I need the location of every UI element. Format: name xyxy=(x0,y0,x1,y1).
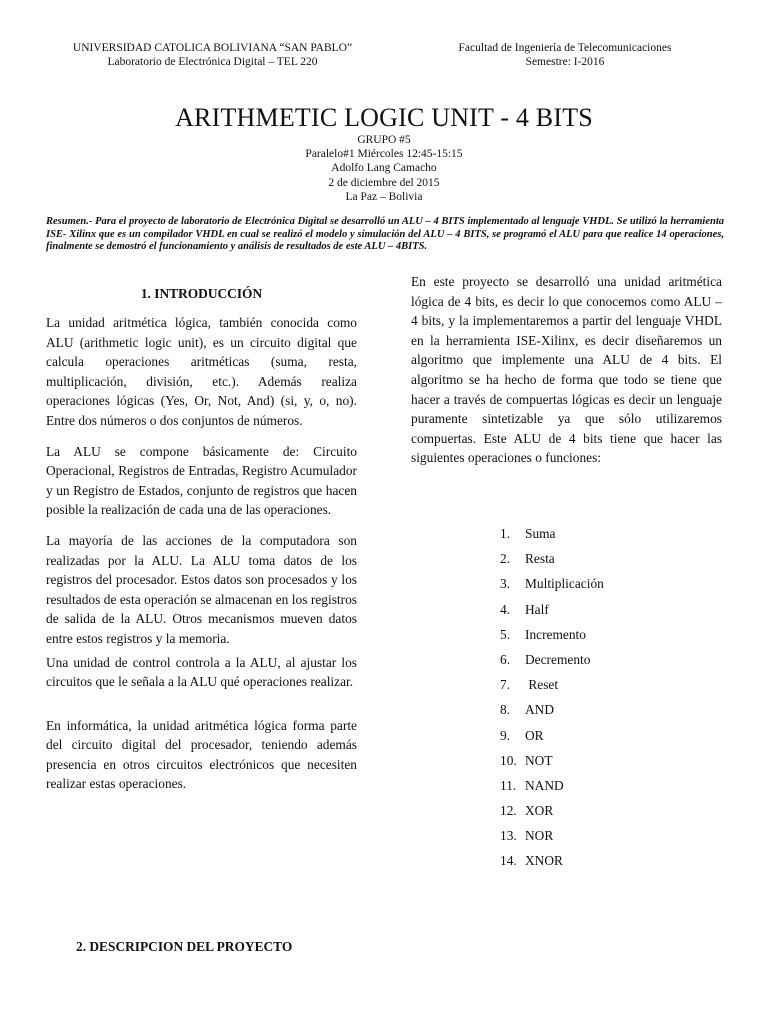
paper-meta xyxy=(0,133,768,204)
list-item xyxy=(500,521,700,546)
list-item-label: XNOR xyxy=(525,853,563,869)
list-item-label: AND xyxy=(525,702,555,718)
list-item xyxy=(500,546,700,571)
list-item-label: Half xyxy=(525,601,549,617)
list-item xyxy=(500,571,700,596)
list-item-label: Decremento xyxy=(525,651,591,667)
list-item-label: NAND xyxy=(525,777,564,793)
intro-paragraph-3: La mayoría de las acciones de la computadora son realizadas por la ALU. La ALU toma datos de los registros del procesador. Estos datos son procesados y los resultados de esta operación se almacenan en los registros de salida de la ALU. Otros mecanismos mueven datos entre estos registros y la memoria. xyxy=(46,532,357,646)
meta-location: La Paz – Bolivia xyxy=(345,190,423,203)
list-item-number: 9. xyxy=(500,727,511,743)
header-university: UNIVERSIDAD CATOLICA BOLIVIANA “SAN PABLO” xyxy=(72,42,353,54)
list-item-number: 13. xyxy=(500,828,517,844)
meta-author: Adolfo Lang Camacho xyxy=(331,162,437,175)
right-paragraph-1: En este proyecto se desarrolló una unidad aritmética lógica de 4 bits, es decir lo que conocemos como ALU – 4 bits, y la implementaremos a partir del lenguaje VHDL en la herramienta ISE-Xilinx, es decir diseñaremos un algoritmo que implemente una ALU de 4 bits. El algoritmo se ha hecho de forma que todo se tiene que hacer a través de compuertas lógicas es decir un lenguaje puramente sintetizable ya que sólo utilizaremos compuertas. Este ALU de 4 bits tiene que hacer las siguientes operaciones o funciones: xyxy=(411,274,722,466)
list-item-number: 11. xyxy=(500,777,517,793)
list-item-number: 14. xyxy=(500,853,517,869)
intro-paragraph-5: En informática, la unidad aritmética lógica forma parte del circuito digital del procesador, teniendo además presencia en otros circuitos electrónicos que necesiten realizar estas operaciones. xyxy=(46,717,357,792)
header-faculty-name: Facultad de Ingeniería de Telecomunicaciones xyxy=(458,42,672,54)
meta-date: 2 de diciembre del 2015 xyxy=(328,176,440,189)
list-item-label: Incremento xyxy=(525,626,586,642)
list-item-number: 5. xyxy=(500,626,511,642)
right-column xyxy=(411,272,722,468)
list-item xyxy=(500,848,700,873)
list-item-number: 12. xyxy=(500,803,517,819)
list-item xyxy=(500,647,700,672)
list-item xyxy=(500,798,700,823)
list-item-number: 4. xyxy=(500,601,511,617)
header-lab: Laboratorio de Electrónica Digital – TEL 220 xyxy=(107,56,318,68)
operations-list xyxy=(500,521,700,874)
list-item xyxy=(500,672,700,697)
paper-title: ARITHMETIC LOGIC UNIT - 4 BITS xyxy=(175,103,593,132)
list-item-number: 10. xyxy=(500,752,517,768)
list-item xyxy=(500,748,700,773)
intro-paragraph-2: La ALU se compone básicamente de: Circuito Operacional, Registros de Entradas, Registro Acumulador y un Registro de Estados, conjunto de registros que hacen posible la realización de cada una de las operaciones. xyxy=(46,443,357,518)
header-semester: Semestre: I-2016 xyxy=(525,56,605,68)
list-item-label: NOR xyxy=(525,828,554,844)
list-item-label: OR xyxy=(525,727,544,743)
list-item-label: Multiplicación xyxy=(525,576,604,592)
list-item xyxy=(500,723,700,748)
list-item xyxy=(500,773,700,798)
section-heading-project-description: 2. DESCRIPCION DEL PROYECTO xyxy=(76,939,293,954)
list-item-label: NOT xyxy=(525,752,553,768)
meta-parallel: Paralelo#1 Miércoles 12:45-15:15 xyxy=(305,148,463,161)
abstract: Resumen.- Para el proyecto de laboratorio de Electrónica Digital se desarrolló un ALU – 4 BITS implementado al lenguaje VHDL. Se utilizó la herramienta ISE- Xilinx que es un compilador VHDL en cual se realizó el modelo y simulación del ALU – 4 BITS, se programó el ALU para que realice 14 operaciones, finalmente se demostró el funcionamiento y análisis de resultados de este ALU – 4BITS. xyxy=(46,216,724,253)
list-item-number: 8. xyxy=(500,702,511,718)
section-heading-introduction: 1. INTRODUCCIÓN xyxy=(140,286,263,301)
header-institution xyxy=(40,41,385,69)
list-item-label: XOR xyxy=(525,803,554,819)
list-item xyxy=(500,622,700,647)
list-item-label: Reset xyxy=(525,677,559,693)
list-item xyxy=(500,697,700,722)
left-column xyxy=(46,284,357,794)
intro-paragraph-1: La unidad aritmética lógica, también conocida como ALU (arithmetic logic unit), es un circuito digital que calcula operaciones aritméticas (suma, resta, multiplicación, división, etc.). Además realiza operaciones lógicas (Yes, Or, Not, And) (si, y, o, no). Entre dos números o dos conjuntos de números. xyxy=(46,315,357,428)
meta-group: GRUPO #5 xyxy=(357,134,411,146)
list-item-number: 3. xyxy=(500,576,511,592)
header-faculty xyxy=(430,41,700,69)
list-item-label: Suma xyxy=(525,526,556,541)
list-item-number: 1. xyxy=(500,526,511,541)
list-item xyxy=(500,823,700,848)
list-item-number: 7. xyxy=(500,677,511,693)
list-item-label: Resta xyxy=(525,551,555,567)
list-item-number: 6. xyxy=(500,651,511,667)
intro-paragraph-4: Una unidad de control controla a la ALU, al ajustar los circuitos que le señala a la ALU qué operaciones realizar. xyxy=(46,654,357,690)
list-item-number: 2. xyxy=(500,551,511,567)
list-item xyxy=(500,597,700,622)
